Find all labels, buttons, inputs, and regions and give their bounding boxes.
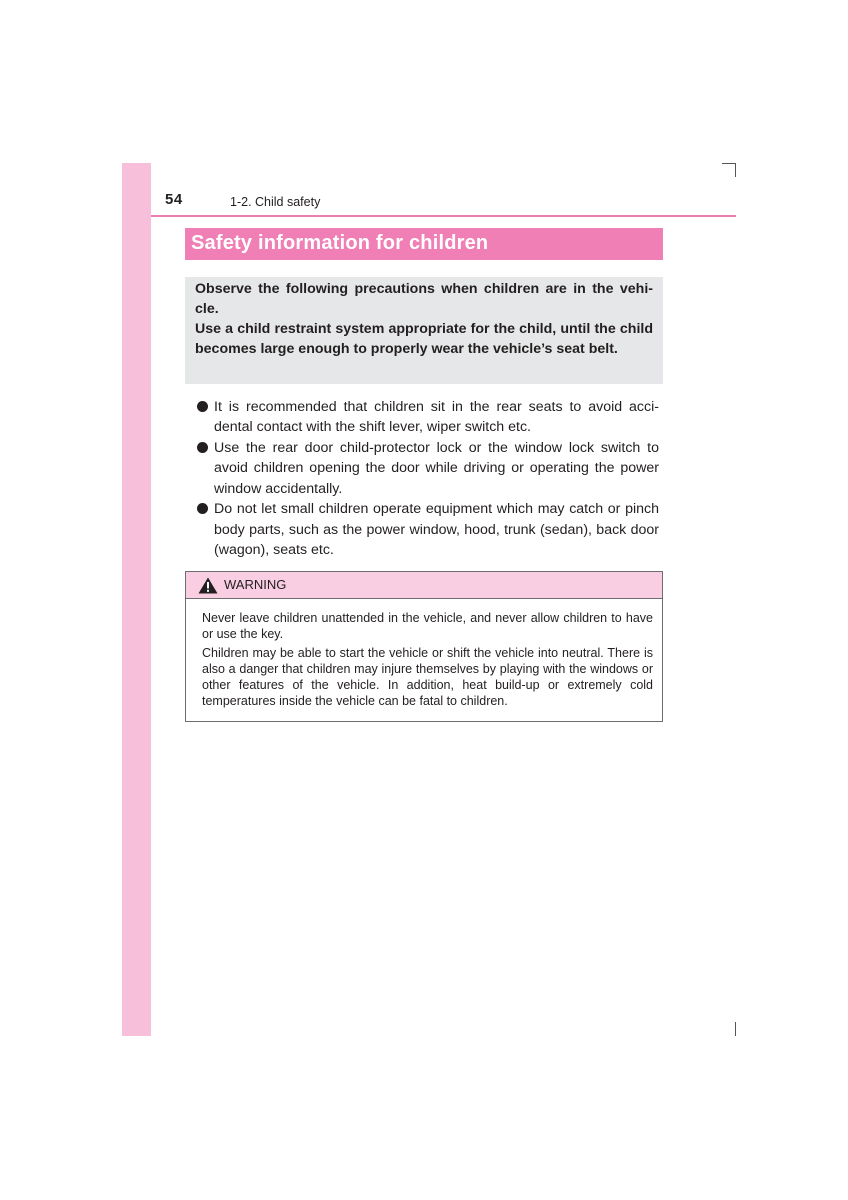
page-title-bar: [185, 228, 663, 260]
page-number: 54: [165, 191, 183, 208]
precaution-list: [197, 397, 659, 561]
warning-triangle-icon: [198, 577, 218, 594]
summary-paragraph: Observe the following precautions when children are in the vehi-cle.: [195, 281, 653, 317]
warning-paragraph: Children may be able to start the vehicle or shift the vehicle into neutral. There is also a danger that children may injure themselves by playing with the windows or other features of the vehicle. In addition, heat build-up or extremely cold temperatures inside the vehicle can be fatal to children.: [202, 646, 653, 708]
section-breadcrumb: 1-2. Child safety: [230, 195, 321, 209]
summary-box: [185, 277, 663, 384]
crop-mark-top-vertical: [735, 163, 736, 177]
warning-paragraph: Never leave children unattended in the vehicle, and never allow children to have or use the key.: [202, 611, 653, 641]
warning-label: WARNING: [224, 577, 287, 592]
bullet-icon: [197, 503, 208, 514]
crop-mark-bottom: [735, 1022, 736, 1036]
list-item: [197, 438, 659, 499]
summary-paragraph: Use a child restraint system appropriate for the child, until the child becomes large enough to properly wear the vehicle’s seat belt.: [195, 321, 653, 357]
header-divider: [151, 215, 736, 217]
warning-box: [185, 571, 663, 722]
list-item-text: Do not let small children operate equipment which may catch or pinch body parts, such as the power window, hood, trunk (sedan), back door (wagon), seats etc.: [214, 501, 659, 559]
side-tab-strip: [122, 163, 151, 1036]
warning-body: [186, 599, 662, 709]
list-item-text: Use the rear door child-protector lock or the window lock switch to avoid children opening the door while driving or operating the power window accidentally.: [214, 440, 659, 497]
list-item: [197, 499, 659, 560]
list-item-text: It is recommended that children sit in the rear seats to avoid acci-dental contact with the shift lever, wiper switch etc.: [214, 399, 659, 436]
warning-header: [186, 572, 662, 599]
bullet-icon: [197, 401, 208, 412]
crop-mark-top: [722, 163, 736, 164]
page-title: Safety information for children: [191, 232, 489, 254]
list-item: [197, 397, 659, 438]
bullet-icon: [197, 442, 208, 453]
